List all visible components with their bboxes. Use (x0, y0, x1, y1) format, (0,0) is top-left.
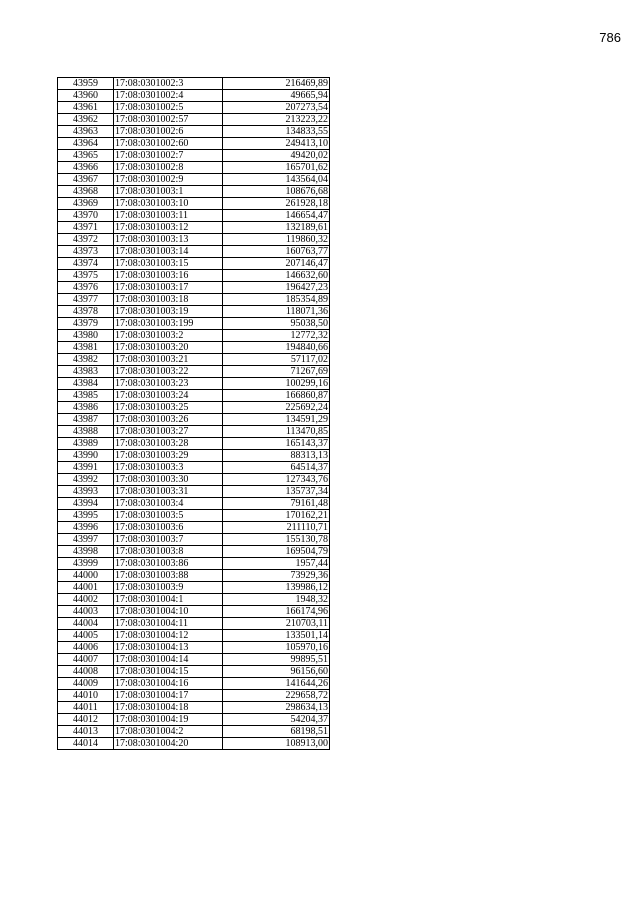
table-row (58, 594, 330, 606)
cadastral-number-cell: 17:08:0301003:3 (114, 462, 223, 474)
row-number-cell: 43974 (58, 258, 114, 270)
table-row (58, 546, 330, 558)
cadastral-value-cell: 141644,26 (223, 678, 330, 690)
cadastral-number-cell: 17:08:0301002:57 (114, 114, 223, 126)
cadastral-number-cell: 17:08:0301003:23 (114, 378, 223, 390)
cadastral-number-cell: 17:08:0301003:31 (114, 486, 223, 498)
table-row (58, 222, 330, 234)
table-row (58, 306, 330, 318)
cadastral-number-cell: 17:08:0301004:18 (114, 702, 223, 714)
cadastral-number-cell: 17:08:0301003:86 (114, 558, 223, 570)
cadastral-number-cell: 17:08:0301004:15 (114, 666, 223, 678)
cadastral-number-cell: 17:08:0301003:20 (114, 342, 223, 354)
cadastral-value-cell: 229658,72 (223, 690, 330, 702)
table-row (58, 390, 330, 402)
row-number-cell: 44000 (58, 570, 114, 582)
cadastral-number-cell: 17:08:0301002:7 (114, 150, 223, 162)
cadastral-number-cell: 17:08:0301002:4 (114, 90, 223, 102)
table-row (58, 714, 330, 726)
cadastral-number-cell: 17:08:0301002:9 (114, 174, 223, 186)
cadastral-number-cell: 17:08:0301004:19 (114, 714, 223, 726)
cadastral-number-cell: 17:08:0301003:7 (114, 534, 223, 546)
cadastral-number-cell: 17:08:0301004:10 (114, 606, 223, 618)
row-number-cell: 43973 (58, 246, 114, 258)
cadastral-number-cell: 17:08:0301003:88 (114, 570, 223, 582)
row-number-cell: 43963 (58, 126, 114, 138)
row-number-cell: 43982 (58, 354, 114, 366)
row-number-cell: 44013 (58, 726, 114, 738)
cadastral-value-cell: 155130,78 (223, 534, 330, 546)
cadastral-value-cell: 133501,14 (223, 630, 330, 642)
table-row (58, 498, 330, 510)
table-row (58, 210, 330, 222)
row-number-cell: 43961 (58, 102, 114, 114)
row-number-cell: 43987 (58, 414, 114, 426)
row-number-cell: 44010 (58, 690, 114, 702)
cadastral-number-cell: 17:08:0301003:8 (114, 546, 223, 558)
row-number-cell: 44004 (58, 618, 114, 630)
cadastral-value-cell: 139986,12 (223, 582, 330, 594)
cadastral-value-cell: 108676,68 (223, 186, 330, 198)
row-number-cell: 43971 (58, 222, 114, 234)
cadastral-number-cell: 17:08:0301003:24 (114, 390, 223, 402)
table-row (58, 426, 330, 438)
cadastral-value-cell: 166860,87 (223, 390, 330, 402)
table-row (58, 582, 330, 594)
cadastral-number-cell: 17:08:0301003:2 (114, 330, 223, 342)
cadastral-number-cell: 17:08:0301003:199 (114, 318, 223, 330)
table-row (58, 690, 330, 702)
row-number-cell: 43999 (58, 558, 114, 570)
cadastral-number-cell: 17:08:0301003:19 (114, 306, 223, 318)
cadastral-value-cell: 71267,69 (223, 366, 330, 378)
cadastral-number-cell: 17:08:0301004:11 (114, 618, 223, 630)
row-number-cell: 43960 (58, 90, 114, 102)
row-number-cell: 43962 (58, 114, 114, 126)
row-number-cell: 44012 (58, 714, 114, 726)
cadastral-value-cell: 1948,32 (223, 594, 330, 606)
cadastral-value-cell: 298634,13 (223, 702, 330, 714)
table-row (58, 642, 330, 654)
row-number-cell: 43980 (58, 330, 114, 342)
cadastral-number-cell: 17:08:0301003:21 (114, 354, 223, 366)
cadastral-value-cell: 166174,96 (223, 606, 330, 618)
row-number-cell: 43967 (58, 174, 114, 186)
table-row (58, 90, 330, 102)
cadastral-value-cell: 134591,29 (223, 414, 330, 426)
table-row (58, 78, 330, 90)
table-row (58, 450, 330, 462)
cadastral-value-cell: 169504,79 (223, 546, 330, 558)
row-number-cell: 43959 (58, 78, 114, 90)
table-row (58, 438, 330, 450)
cadastral-value-cell: 57117,02 (223, 354, 330, 366)
row-number-cell: 43997 (58, 534, 114, 546)
cadastral-value-cell: 185354,89 (223, 294, 330, 306)
cadastral-value-cell: 216469,89 (223, 78, 330, 90)
cadastral-number-cell: 17:08:0301004:1 (114, 594, 223, 606)
cadastral-value-cell: 68198,51 (223, 726, 330, 738)
cadastral-value-cell: 135737,34 (223, 486, 330, 498)
cadastral-number-cell: 17:08:0301002:8 (114, 162, 223, 174)
table-row (58, 510, 330, 522)
table-row (58, 150, 330, 162)
row-number-cell: 43992 (58, 474, 114, 486)
cadastral-value-cell: 49420,02 (223, 150, 330, 162)
cadastral-value-cell: 165701,62 (223, 162, 330, 174)
row-number-cell: 43981 (58, 342, 114, 354)
cadastral-number-cell: 17:08:0301003:17 (114, 282, 223, 294)
cadastral-value-cell: 134833,55 (223, 126, 330, 138)
cadastral-number-cell: 17:08:0301003:14 (114, 246, 223, 258)
cadastral-value-cell: 211110,71 (223, 522, 330, 534)
table-row (58, 330, 330, 342)
cadastral-value-cell: 1957,44 (223, 558, 330, 570)
row-number-cell: 43975 (58, 270, 114, 282)
cadastral-value-cell: 207146,47 (223, 258, 330, 270)
cadastral-number-cell: 17:08:0301003:22 (114, 366, 223, 378)
table-row (58, 342, 330, 354)
cadastral-number-cell: 17:08:0301002:5 (114, 102, 223, 114)
row-number-cell: 43998 (58, 546, 114, 558)
cadastral-number-cell: 17:08:0301003:16 (114, 270, 223, 282)
row-number-cell: 44001 (58, 582, 114, 594)
row-number-cell: 43972 (58, 234, 114, 246)
table-row (58, 414, 330, 426)
cadastral-number-cell: 17:08:0301003:26 (114, 414, 223, 426)
cadastral-value-cell: 160763,77 (223, 246, 330, 258)
cadastral-value-cell: 132189,61 (223, 222, 330, 234)
cadastral-value-cell: 213223,22 (223, 114, 330, 126)
row-number-cell: 44003 (58, 606, 114, 618)
row-number-cell: 44009 (58, 678, 114, 690)
row-number-cell: 43964 (58, 138, 114, 150)
cadastral-value-cell: 196427,23 (223, 282, 330, 294)
table-row (58, 114, 330, 126)
cadastral-value-cell: 118071,36 (223, 306, 330, 318)
row-number-cell: 43970 (58, 210, 114, 222)
cadastral-value-cell: 95038,50 (223, 318, 330, 330)
row-number-cell: 43993 (58, 486, 114, 498)
cadastral-number-cell: 17:08:0301003:28 (114, 438, 223, 450)
table-row (58, 558, 330, 570)
table-row (58, 138, 330, 150)
row-number-cell: 43978 (58, 306, 114, 318)
cadastral-value-cell: 88313,13 (223, 450, 330, 462)
row-number-cell: 44006 (58, 642, 114, 654)
table-row (58, 486, 330, 498)
cadastral-number-cell: 17:08:0301003:18 (114, 294, 223, 306)
cadastral-value-cell: 54204,37 (223, 714, 330, 726)
row-number-cell: 43994 (58, 498, 114, 510)
table-row (58, 378, 330, 390)
cadastral-number-cell: 17:08:0301003:12 (114, 222, 223, 234)
table-row (58, 198, 330, 210)
cadastral-value-cell: 49665,94 (223, 90, 330, 102)
cadastral-value-cell: 210703,11 (223, 618, 330, 630)
row-number-cell: 44005 (58, 630, 114, 642)
cadastral-number-cell: 17:08:0301003:11 (114, 210, 223, 222)
cadastral-number-cell: 17:08:0301004:16 (114, 678, 223, 690)
cadastral-value-cell: 143564,04 (223, 174, 330, 186)
table-row (58, 618, 330, 630)
cadastral-value-cell: 127343,76 (223, 474, 330, 486)
cadastral-value-cell: 261928,18 (223, 198, 330, 210)
table-row (58, 186, 330, 198)
table-row (58, 606, 330, 618)
cadastral-value-table (57, 77, 330, 750)
cadastral-number-cell: 17:08:0301003:4 (114, 498, 223, 510)
page-number: 786 (599, 30, 621, 45)
table-row (58, 174, 330, 186)
table-row (58, 354, 330, 366)
cadastral-number-cell: 17:08:0301004:2 (114, 726, 223, 738)
table-row (58, 162, 330, 174)
row-number-cell: 43986 (58, 402, 114, 414)
cadastral-number-cell: 17:08:0301004:13 (114, 642, 223, 654)
row-number-cell: 43988 (58, 426, 114, 438)
row-number-cell: 43985 (58, 390, 114, 402)
row-number-cell: 44008 (58, 666, 114, 678)
cadastral-value-cell: 146654,47 (223, 210, 330, 222)
cadastral-value-cell: 108913,00 (223, 738, 330, 750)
cadastral-number-cell: 17:08:0301003:9 (114, 582, 223, 594)
row-number-cell: 44011 (58, 702, 114, 714)
row-number-cell: 44007 (58, 654, 114, 666)
cadastral-value-cell: 146632,60 (223, 270, 330, 282)
cadastral-number-cell: 17:08:0301003:30 (114, 474, 223, 486)
row-number-cell: 43996 (58, 522, 114, 534)
table-row (58, 402, 330, 414)
row-number-cell: 43990 (58, 450, 114, 462)
cadastral-number-cell: 17:08:0301004:12 (114, 630, 223, 642)
table-row (58, 474, 330, 486)
table-row (58, 258, 330, 270)
cadastral-value-cell: 249413,10 (223, 138, 330, 150)
table-row (58, 666, 330, 678)
row-number-cell: 43976 (58, 282, 114, 294)
row-number-cell: 43979 (58, 318, 114, 330)
row-number-cell: 43983 (58, 366, 114, 378)
cadastral-value-cell: 100299,16 (223, 378, 330, 390)
cadastral-number-cell: 17:08:0301003:27 (114, 426, 223, 438)
cadastral-value-cell: 165143,37 (223, 438, 330, 450)
row-number-cell: 43989 (58, 438, 114, 450)
cadastral-number-cell: 17:08:0301003:25 (114, 402, 223, 414)
table-row (58, 654, 330, 666)
row-number-cell: 43966 (58, 162, 114, 174)
cadastral-number-cell: 17:08:0301004:20 (114, 738, 223, 750)
table-row (58, 534, 330, 546)
table-row (58, 630, 330, 642)
cadastral-value-cell: 12772,32 (223, 330, 330, 342)
row-number-cell: 43969 (58, 198, 114, 210)
cadastral-value-cell: 99895,51 (223, 654, 330, 666)
cadastral-value-cell: 225692,24 (223, 402, 330, 414)
cadastral-value-cell: 113470,85 (223, 426, 330, 438)
cadastral-number-cell: 17:08:0301003:5 (114, 510, 223, 522)
table-row (58, 702, 330, 714)
cadastral-number-cell: 17:08:0301003:6 (114, 522, 223, 534)
row-number-cell: 43991 (58, 462, 114, 474)
row-number-cell: 43965 (58, 150, 114, 162)
cadastral-value-cell: 194840,66 (223, 342, 330, 354)
cadastral-number-cell: 17:08:0301003:13 (114, 234, 223, 246)
table-row (58, 678, 330, 690)
table-row (58, 270, 330, 282)
table-row (58, 570, 330, 582)
row-number-cell: 43968 (58, 186, 114, 198)
table-row (58, 366, 330, 378)
cadastral-number-cell: 17:08:0301003:10 (114, 198, 223, 210)
row-number-cell: 43995 (58, 510, 114, 522)
table-row (58, 126, 330, 138)
table-row (58, 318, 330, 330)
cadastral-number-cell: 17:08:0301004:17 (114, 690, 223, 702)
cadastral-value-cell: 170162,21 (223, 510, 330, 522)
cadastral-number-cell: 17:08:0301002:3 (114, 78, 223, 90)
row-number-cell: 44002 (58, 594, 114, 606)
row-number-cell: 44014 (58, 738, 114, 750)
table-row (58, 738, 330, 750)
row-number-cell: 43984 (58, 378, 114, 390)
cadastral-number-cell: 17:08:0301002:6 (114, 126, 223, 138)
cadastral-value-cell: 79161,48 (223, 498, 330, 510)
table-row (58, 102, 330, 114)
table-body (58, 78, 330, 750)
cadastral-value-cell: 64514,37 (223, 462, 330, 474)
cadastral-number-cell: 17:08:0301002:60 (114, 138, 223, 150)
table-row (58, 294, 330, 306)
table-row (58, 522, 330, 534)
table-row (58, 726, 330, 738)
row-number-cell: 43977 (58, 294, 114, 306)
cadastral-number-cell: 17:08:0301004:14 (114, 654, 223, 666)
cadastral-value-cell: 119860,32 (223, 234, 330, 246)
cadastral-number-cell: 17:08:0301003:29 (114, 450, 223, 462)
cadastral-number-cell: 17:08:0301003:15 (114, 258, 223, 270)
table-row (58, 462, 330, 474)
cadastral-value-cell: 105970,16 (223, 642, 330, 654)
cadastral-value-cell: 96156,60 (223, 666, 330, 678)
table-row (58, 282, 330, 294)
cadastral-number-cell: 17:08:0301003:1 (114, 186, 223, 198)
table-row (58, 234, 330, 246)
cadastral-value-cell: 207273,54 (223, 102, 330, 114)
table-row (58, 246, 330, 258)
cadastral-value-cell: 73929,36 (223, 570, 330, 582)
